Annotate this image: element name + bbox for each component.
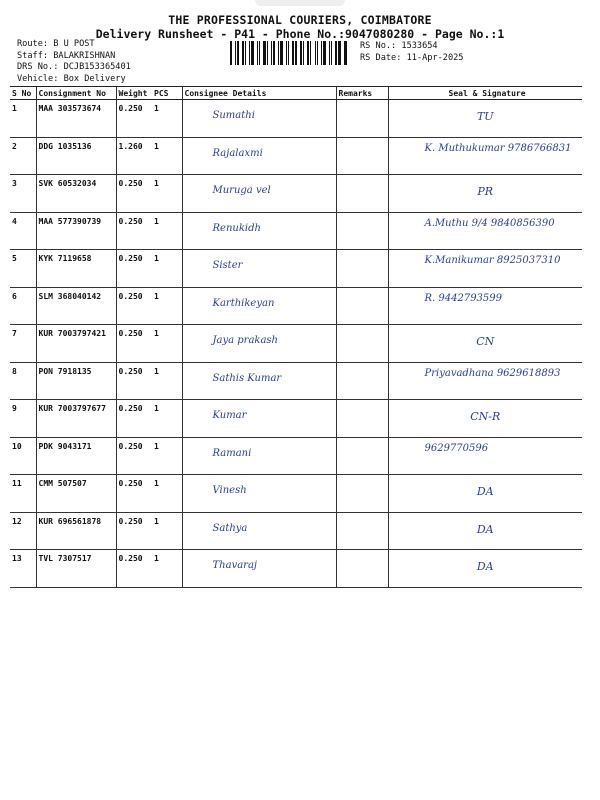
row-pcs: 1 (152, 550, 182, 588)
table-row (10, 362, 582, 400)
row-pcs: 1 (152, 325, 182, 363)
table-row (10, 437, 582, 475)
row-pcs: 1 (152, 437, 182, 475)
row-consignment: SLM 368040142 (36, 287, 116, 325)
row-signature: DA (388, 475, 582, 513)
row-remarks (336, 175, 388, 213)
rs-date: RS Date: 11-Apr-2025 (360, 52, 464, 63)
row-pcs: 1 (152, 400, 182, 438)
row-pcs: 1 (152, 475, 182, 513)
row-remarks (336, 362, 388, 400)
row-sno: 2 (10, 137, 36, 175)
row-sno: 10 (10, 437, 36, 475)
row-weight: 0.250 (116, 212, 152, 250)
row-weight: 0.250 (116, 475, 152, 513)
row-consignment: SVK 60532034 (36, 175, 116, 213)
company-title: THE PROFESSIONAL COURIERS, COIMBATORE (168, 13, 432, 27)
row-weight: 0.250 (116, 512, 152, 550)
row-consignment: TVL 7307517 (36, 550, 116, 588)
row-sno: 1 (10, 100, 36, 138)
row-remarks (336, 512, 388, 550)
row-remarks (336, 475, 388, 513)
table-row (10, 100, 582, 138)
col-header-weight: Weight (116, 87, 152, 100)
row-consignment: DDG 1035136 (36, 137, 116, 175)
row-signature: 9629770596 (388, 437, 582, 475)
col-header-pcs: PCS (152, 87, 182, 100)
row-weight: 0.250 (116, 100, 152, 138)
row-consignment: CMM 507507 (36, 475, 116, 513)
row-consignee: Karthikeyan (182, 287, 336, 325)
row-weight: 0.250 (116, 175, 152, 213)
row-weight: 0.250 (116, 287, 152, 325)
table-row (10, 137, 582, 175)
row-consignee: Thavaraj (182, 550, 336, 588)
row-pcs: 1 (152, 175, 182, 213)
table-header-row (10, 87, 582, 100)
row-weight: 0.250 (116, 550, 152, 588)
row-sno: 9 (10, 400, 36, 438)
row-consignment: KYK 7119658 (36, 250, 116, 288)
row-signature: CN-R (388, 400, 582, 438)
table-row (10, 475, 582, 513)
drs-text: DRS No.: DCJB153365401 (17, 62, 131, 72)
row-pcs: 1 (152, 137, 182, 175)
punch-hole-mark (255, 0, 345, 6)
row-remarks (336, 100, 388, 138)
row-signature: DA (388, 550, 582, 588)
staff-text: Staff: BALAKRISHNAN (17, 50, 116, 61)
row-sno: 8 (10, 362, 36, 400)
row-signature: Priyavadhana 9629618893 (388, 362, 582, 400)
row-consignee: Sathis Kumar (182, 362, 336, 400)
row-weight: 1.260 (116, 137, 152, 175)
row-signature: DA (388, 512, 582, 550)
row-signature: A.Muthu 9/4 9840856390 (388, 212, 582, 250)
row-signature: PR (388, 175, 582, 213)
row-consignee: Ramani (182, 437, 336, 475)
row-signature: K.Manikumar 8925037310 (388, 250, 582, 288)
table-row (10, 175, 582, 213)
row-sno: 11 (10, 475, 36, 513)
row-remarks (336, 550, 388, 588)
table-row (10, 212, 582, 250)
row-weight: 0.250 (116, 400, 152, 438)
row-consignee: Renukidh (182, 212, 336, 250)
row-pcs: 1 (152, 250, 182, 288)
row-remarks (336, 437, 388, 475)
row-consignment: PDK 9043171 (36, 437, 116, 475)
row-remarks (336, 400, 388, 438)
row-remarks (336, 325, 388, 363)
row-remarks (336, 212, 388, 250)
row-weight: 0.250 (116, 437, 152, 475)
row-pcs: 1 (152, 512, 182, 550)
col-header-seal: Seal & Signature (388, 87, 582, 100)
table-row (10, 287, 582, 325)
col-header-details: Consignee Details (182, 87, 336, 100)
row-sno: 3 (10, 175, 36, 213)
row-weight: 0.250 (116, 325, 152, 363)
row-consignee: Sathya (182, 512, 336, 550)
sheet-meta-left (17, 39, 131, 85)
row-consignment: KUR 696561878 (36, 512, 116, 550)
row-consignment: MAA 577390739 (36, 212, 116, 250)
row-sno: 12 (10, 512, 36, 550)
row-sno: 13 (10, 550, 36, 588)
barcode (230, 41, 350, 65)
row-consignee: Jaya prakash (182, 325, 336, 363)
runsheet-subtitle: Delivery Runsheet - P41 - Phone No.:9047080280 - Page No.:1 (95, 27, 505, 41)
row-weight: 0.250 (116, 250, 152, 288)
table-row (10, 400, 582, 438)
table-row (10, 325, 582, 363)
row-consignee: Sister (182, 250, 336, 288)
row-remarks (336, 287, 388, 325)
row-pcs: 1 (152, 212, 182, 250)
runsheet-table (10, 86, 582, 588)
row-pcs: 1 (152, 287, 182, 325)
row-signature: TU (388, 100, 582, 138)
row-signature: CN (388, 325, 582, 363)
row-sno: 7 (10, 325, 36, 363)
row-consignment: KUR 7003797421 (36, 325, 116, 363)
row-consignment: PON 7918135 (36, 362, 116, 400)
vehicle-text: Vehicle: Box Delivery (17, 73, 126, 84)
table-row (10, 550, 582, 588)
row-pcs: 1 (152, 362, 182, 400)
row-sno: 5 (10, 250, 36, 288)
row-consignee: Kumar (182, 400, 336, 438)
col-header-consignment: Consignment No (36, 87, 116, 100)
row-consignment: MAA 303573674 (36, 100, 116, 138)
row-consignee: Sumathi (182, 100, 336, 138)
row-consignee: Rajalaxmi (182, 137, 336, 175)
col-header-sno: S No (10, 87, 36, 100)
row-remarks (336, 250, 388, 288)
sheet-meta-right (360, 41, 463, 64)
row-sno: 4 (10, 212, 36, 250)
row-consignment: KUR 7003797677 (36, 400, 116, 438)
table-row (10, 250, 582, 288)
col-header-remarks: Remarks (336, 87, 388, 100)
row-consignee: Vinesh (182, 475, 336, 513)
row-consignee: Muruga vel (182, 175, 336, 213)
row-weight: 0.250 (116, 362, 152, 400)
row-signature: K. Muthukumar 9786766831 (388, 137, 582, 175)
rs-number: RS No.: 1533654 (360, 41, 438, 51)
row-signature: R. 9442793599 (388, 287, 582, 325)
row-remarks (336, 137, 388, 175)
row-pcs: 1 (152, 100, 182, 138)
row-sno: 6 (10, 287, 36, 325)
table-row (10, 512, 582, 550)
route-text: Route: B U POST (17, 39, 95, 49)
